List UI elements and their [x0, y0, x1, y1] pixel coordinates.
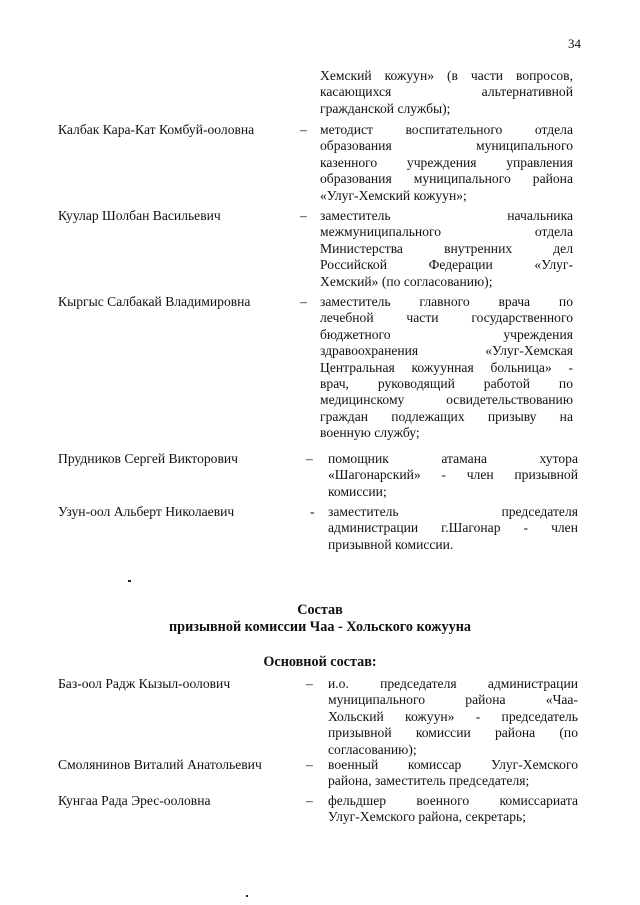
desc-line: образования муниципального района — [320, 171, 573, 187]
desc-line: методист воспитательного отдела — [320, 122, 573, 137]
desc-line: бюджетного учреждения — [320, 326, 573, 342]
section-title: Состав — [297, 602, 343, 618]
dash: – — [306, 793, 313, 808]
entry-description — [320, 122, 573, 204]
desc-line: заместитель начальника — [320, 208, 573, 223]
section-title-line2: призывной комиссии Чаа - Хольского кожууна — [169, 619, 471, 635]
desc-line: касающихся альтернативной — [320, 84, 573, 100]
desc-line: комиссии; — [328, 483, 387, 499]
desc-line: Хемский кожуун» (в части вопросов, — [320, 68, 573, 83]
dash: – — [300, 208, 307, 223]
entry-description — [320, 208, 573, 290]
dash: – — [306, 757, 313, 772]
desc-line: муниципального района «Чаа- — [328, 692, 578, 708]
entry-description — [328, 793, 578, 826]
desc-line: согласованию); — [328, 741, 417, 757]
desc-line: заместитель председателя — [328, 504, 578, 519]
entry-description — [320, 294, 573, 442]
desc-line: призывной комиссии района (по — [328, 725, 578, 741]
desc-line: медицинскому освидетельствованию — [320, 392, 573, 408]
person-name: Узун-оол Альберт Николаевич — [58, 504, 235, 519]
section-subtitle: Основной состав: — [263, 654, 377, 670]
desc-line: «Шагонарский» - член призывной — [328, 467, 578, 483]
desc-line: межмуниципального отдела — [320, 224, 573, 240]
entry-description — [328, 757, 578, 790]
desc-line: здравоохранения «Улуг-Хемская — [320, 343, 573, 359]
entry-description — [328, 504, 578, 553]
desc-line: граждан подлежащих призыву на — [320, 408, 573, 424]
person-name: Кунгаа Рада Эрес-ооловна — [58, 793, 211, 808]
person-name: Баз-оол Радж Кызыл-оолович — [58, 676, 231, 691]
person-name: Калбак Кара-Кат Комбуй-ооловна — [58, 122, 255, 137]
desc-line: призывной комиссии. — [328, 536, 454, 552]
desc-line: администрации г.Шагонар - член — [328, 520, 578, 536]
desc-line: лечебной части государственного — [320, 310, 573, 326]
desc-line: «Улуг-Хемский кожуун»; — [320, 187, 467, 203]
dash: – — [306, 676, 313, 691]
entry-description — [328, 676, 578, 758]
desc-line: казенного учреждения управления — [320, 154, 573, 170]
desc-line: и.о. председателя администрации — [328, 676, 578, 691]
desc-line: гражданской службы); — [320, 100, 451, 116]
person-name: Куулар Шолбан Васильевич — [58, 208, 221, 223]
desc-line: заместитель главного врача по — [320, 294, 573, 309]
entry-description — [328, 451, 578, 500]
dash: – — [300, 294, 307, 309]
desc-line: фельдшер военного комиссариата — [328, 793, 578, 808]
desc-line: образования муниципального — [320, 138, 573, 154]
desc-line: Центральная кожуунная больница» - — [320, 359, 573, 375]
dash: – — [300, 122, 307, 137]
dash: – — [306, 451, 313, 466]
entry-description — [320, 68, 573, 117]
desc-line: военный комиссар Улуг-Хемского — [328, 757, 578, 772]
desc-line: Хольский кожуун» - председатель — [328, 708, 578, 724]
desc-line: района, заместитель председателя; — [328, 773, 530, 789]
desc-line: Улуг-Хемского района, секретарь; — [328, 809, 526, 825]
desc-line: помощник атамана хутора — [328, 451, 578, 466]
desc-line: военную службу; — [320, 425, 420, 441]
person-name: Смолянинов Виталий Анатольевич — [58, 757, 262, 772]
desc-line: Хемский» (по согласованию); — [320, 273, 493, 289]
person-name: Кыргыс Салбакай Владимировна — [58, 294, 251, 309]
scan-speck — [128, 580, 131, 582]
person-name: Прудников Сергей Викторович — [58, 451, 238, 466]
dash: - — [310, 504, 315, 519]
desc-line: врач, руководящий работой по — [320, 376, 573, 392]
scan-speck-bottom — [246, 895, 248, 897]
desc-line: Российской Федерации «Улуг- — [320, 257, 573, 273]
page-number: 34 — [568, 36, 581, 51]
desc-line: Министерства внутренних дел — [320, 240, 573, 256]
